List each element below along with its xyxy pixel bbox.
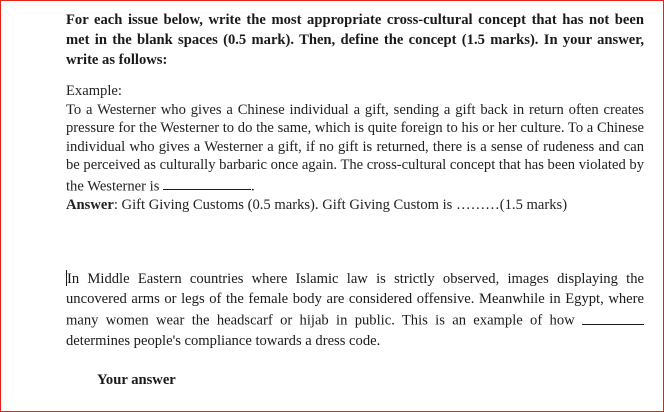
- example-scenario-text: To a Westerner who gives a Chinese individual a gift, sending a gift back in return often creates pressure for the Westerner to do the same, which is quite foreign to his or her culture. To a Chinese individual who gives a Westerner a gift, if no gift is returned, there is a sense of rudeness and can be perceived as culturally barbaric once again. The cross-cultural concept that has been violated by the Westerner is: [66, 101, 644, 195]
- example-answer: [66, 196, 644, 215]
- example-block: [66, 82, 644, 214]
- question-content: [66, 10, 644, 365]
- question-blank: [582, 309, 644, 325]
- question-text: [66, 269, 644, 351]
- your-answer-label: Your answer: [97, 372, 176, 388]
- question-first-letter: I: [67, 271, 72, 288]
- question-text-start: n Middle Eastern countries where Islamic law is strictly observed, images displaying the uncovered arms or legs of the female body are considered offensive. Meanwhile in Egypt, where many women wear the headscarf or hijab in public. This is an example of how: [66, 271, 644, 329]
- example-scenario-end: .: [251, 178, 255, 195]
- example-answer-label: Answer: [66, 196, 114, 213]
- example-blank: [163, 175, 251, 191]
- example-answer-text: : Gift Giving Customs (0.5 marks). Gift Giving Custom is ………(1.5 marks): [113, 196, 568, 213]
- example-scenario: [66, 101, 644, 196]
- instructions-text: For each issue below, write the most appropriate cross-cultural concept that has not been met in the blank spaces (0.5 mark). Then, define the concept (1.5 marks). In your answer, write as follows:: [66, 12, 644, 68]
- question-text-end: determines people's compliance towards a dress code.: [66, 332, 381, 349]
- example-heading: Example:: [66, 83, 122, 99]
